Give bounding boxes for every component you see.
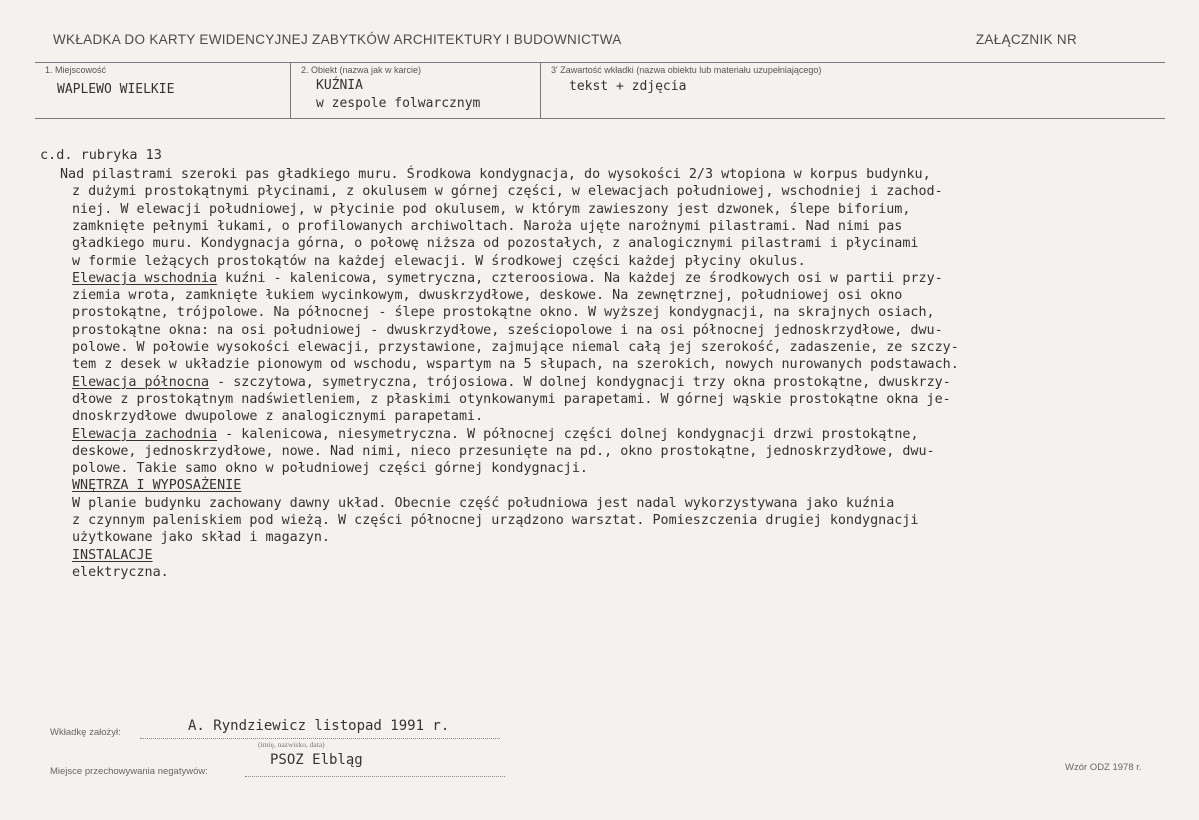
body-line — [72, 443, 935, 460]
body-line — [72, 529, 330, 546]
place-label: 1. Miejscowość — [45, 65, 107, 75]
form-header — [35, 24, 1165, 63]
section-heading: INSTALACJE — [72, 547, 153, 563]
body-line — [72, 201, 910, 218]
body-line-text: z czynnym paleniskiem pod wieżą. W części północnej urządzono warsztat. Pomieszczenia drugiej kondygnacji — [72, 513, 919, 528]
section-heading: Elewacja zachodnia — [72, 426, 218, 442]
body-line — [72, 477, 241, 494]
content-label: 3' Zawartość wkładki (nazwa obiektu lub materiału uzupełniającego) — [551, 65, 822, 75]
negatives-label: Miejsce przechowywania negatywów: — [50, 766, 208, 777]
body-line — [72, 183, 943, 200]
body-line-text: prostokątne okna: na osi południowej - dwuskrzydłowe, sześciopolowe i na osi północnej jednoskrzydłowe, dwu- — [72, 322, 943, 338]
author-dotted-line — [140, 738, 500, 739]
body-line-text: ziemia wrota, zamknięte łukiem wycinkowym, dwuskrzydłowe, deskowe. Na zewnętrznej, południowej osi okno — [72, 288, 903, 304]
content-value: tekst + zdjęcia — [569, 79, 687, 94]
body-line-text: niej. W elewacji południowej, w płycinie pod okulusem, w którym zawieszony jest dzwonek, ślepe biforium, — [72, 201, 911, 217]
body-line — [72, 270, 943, 287]
body-line-text: elektryczna. — [72, 564, 169, 580]
body-line — [72, 460, 588, 477]
attachment-number-label: ZAŁĄCZNIK NR — [975, 32, 1077, 47]
place-value: WAPLEWO WIELKIE — [57, 82, 175, 97]
section-heading: Elewacja wschodnia — [72, 270, 218, 286]
body-line-text: użytkowane jako skład i magazyn. — [72, 530, 330, 546]
body-line-text: W planie budynku zachowany dawny układ. Obecnie część południowa jest nadal wykorzystywana jako kuźnia — [72, 495, 895, 511]
body-line — [72, 564, 169, 581]
negatives-value: PSOZ Elbląg — [270, 752, 363, 768]
form-code: Wzór ODZ 1978 r. — [1065, 762, 1142, 773]
body-line — [72, 322, 943, 339]
body-line-text: deskowe, jednoskrzydłowe, nowe. Nad nimi, nieco przesunięte na pd., okno prostokątne, jednoskrzydłowe, dwu- — [72, 443, 935, 459]
body-line-text: gładkiego muru. Kondygnacja górna, o połowę niższa od pozostałych, z analogicznymi pilastrami i płycinami — [72, 236, 919, 252]
section-heading: Elewacja północna — [72, 374, 210, 390]
body-line-text: polowe. Takie samo okno w południowej części górnej kondygnacji. — [72, 461, 588, 477]
negatives-dotted-line — [245, 776, 505, 777]
body-line — [72, 547, 153, 564]
body-line-text: dłowe z prostokątnym nadświetleniem, z płaskimi otynkowanymi parapetami. W górnej wąskie prostokątne okna je- — [72, 391, 951, 407]
form-fields-row — [35, 62, 1165, 119]
object-label: 2. Obiekt (nazwa jak w karcie) — [301, 65, 422, 75]
body-line — [72, 253, 806, 270]
body-line — [72, 287, 902, 304]
body-line-text: - kalenicowa, niesymetryczna. W północnej części dolnej kondygnacji drzwi prostokątne, — [217, 426, 919, 442]
body-line — [72, 339, 959, 356]
body-line — [72, 218, 902, 235]
body-line — [72, 356, 959, 373]
object-value-line2: w zespole folwarcznym — [316, 96, 481, 111]
object-field — [290, 62, 541, 118]
author-label: Wkładkę założył: — [50, 727, 121, 738]
body-line-text: Nad pilastrami szeroki pas gładkiego muru. Środkowa kondygnacja, do wysokości 2/3 wtopiona w korpus budynku, — [60, 167, 931, 182]
body-line-text: zamknięte pełnymi łukami, o profilowanych archiwoltach. Naroża ujęte narożnymi pilastrami. Nad nimi pas — [72, 218, 903, 234]
section-heading: WNĘTRZA I WYPOSAŻENIE — [72, 478, 242, 494]
body-line — [72, 374, 951, 391]
body-line-text: - szczytowa, symetryczna, trójosiowa. W dolnej kondygnacji trzy okna prostokątne, dwuskrzy- — [209, 374, 951, 390]
form-title: WKŁADKA DO KARTY EWIDENCYJNEJ ZABYTKÓW ARCHITEKTURY I BUDOWNICTWA — [53, 32, 622, 47]
body-line-text: dnoskrzydłowe dwupolowe z analogicznymi parapetami. — [72, 409, 484, 425]
form-footer — [0, 700, 1199, 820]
body-line — [72, 304, 935, 321]
body-line-text: polowe. W połowie wysokości elewacji, przystawione, zajmujące niemal całą jej szerokość, zadaszenie, ze szczy- — [72, 340, 959, 355]
continuation-heading: c.d. rubryka 13 — [40, 147, 162, 163]
body-line-text: kuźni - kalenicowa, symetryczna, czteroosiowa. Na każdej ze środkowych osi w partii przy- — [217, 270, 943, 286]
body-line — [72, 495, 894, 512]
body-line-text: prostokątne, trójpolowe. Na północnej - ślepe prostokątne okno. W wyższej kondygnacji, na skrajnych osiach, — [72, 305, 935, 321]
body-line-text: w formie leżących prostokątów na każdej elewacji. W środkowej części każdej płyciny okulus. — [72, 253, 806, 269]
object-value-line1: KUŹNIA — [316, 78, 363, 93]
body-line — [72, 426, 919, 443]
author-value: A. Ryndziewicz listopad 1991 r. — [188, 718, 450, 734]
place-field — [35, 62, 290, 118]
body-line — [72, 235, 919, 252]
body-line — [72, 512, 919, 529]
body-line — [60, 166, 931, 183]
author-hint: (imię, nazwisko, data) — [258, 740, 325, 749]
body-line — [72, 408, 483, 425]
body-line-text: z dużymi prostokątnymi płycinami, z okulusem w górnej części, w elewacjach południowej, wschodniej i zachod- — [72, 184, 943, 200]
body-line-text: tem z desek w układzie pionowym od wschodu, wspartym na 5 słupach, na szerokich, nowych nurowanych podstawach. — [72, 357, 959, 373]
body-line — [72, 391, 951, 408]
content-field — [540, 62, 1166, 118]
